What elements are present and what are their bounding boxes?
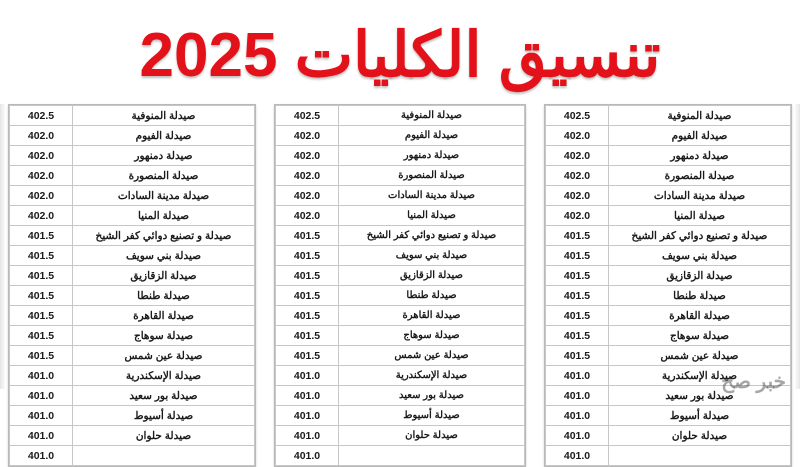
score-cell: 401.5: [10, 226, 73, 246]
page-title: تنسيق الكليات 2025: [139, 21, 661, 90]
score-cell: 401.0: [546, 446, 609, 466]
faculty-name-cell: صيدلة طنطا: [339, 286, 525, 306]
table-row: [546, 266, 791, 286]
table-row: [276, 406, 525, 426]
score-cell: 401.0: [276, 426, 339, 446]
score-cell: 401.0: [546, 426, 609, 446]
table-row: [546, 226, 791, 246]
score-cell: 401.0: [546, 406, 609, 426]
score-cell: 402.0: [276, 186, 339, 206]
score-cell: 401.5: [276, 226, 339, 246]
table-row-clipped: [276, 446, 525, 466]
score-cell: 401.5: [546, 246, 609, 266]
table-row: [10, 106, 255, 126]
table-row: [10, 206, 255, 226]
faculty-name-cell: صيدلة حلوان: [73, 426, 255, 446]
table-row: [546, 166, 791, 186]
faculty-name-cell: صيدلة طنطا: [73, 286, 255, 306]
faculty-name-cell: صيدلة القاهرة: [609, 306, 791, 326]
score-cell: 401.5: [276, 286, 339, 306]
faculty-name-cell: صيدلة دمنهور: [609, 146, 791, 166]
score-cell: 401.5: [546, 346, 609, 366]
table-row: [276, 206, 525, 226]
score-cell: 402.0: [276, 126, 339, 146]
score-cell: 401.5: [546, 266, 609, 286]
score-cell: 401.5: [546, 226, 609, 246]
faculty-name-cell: صيدلة المنوفية: [609, 106, 791, 126]
score-cell: 402.0: [276, 146, 339, 166]
table-row: [546, 106, 791, 126]
table-row: [10, 166, 255, 186]
table-row: [276, 326, 525, 346]
faculty-name-cell: صيدلة عين شمس: [609, 346, 791, 366]
table-row: [10, 286, 255, 306]
faculty-name-cell: صيدلة الفيوم: [339, 126, 525, 146]
score-cell: 401.0: [276, 406, 339, 426]
score-cell: 401.0: [10, 426, 73, 446]
score-cell: 401.5: [10, 266, 73, 286]
faculty-name-cell: [73, 446, 255, 466]
score-cell: 401.0: [10, 366, 73, 386]
score-cell: 402.0: [546, 186, 609, 206]
table-row: [276, 346, 525, 366]
table-row: [10, 366, 255, 386]
table-row: [276, 386, 525, 406]
table-row: [10, 346, 255, 366]
score-cell: 402.5: [546, 106, 609, 126]
table-row: [10, 426, 255, 446]
faculty-name-cell: صيدلة المنوفية: [73, 106, 255, 126]
score-cell: 401.5: [276, 266, 339, 286]
faculty-name-cell: صيدلة الزقازيق: [339, 266, 525, 286]
score-cell: 402.0: [10, 166, 73, 186]
score-cell: 401.5: [276, 306, 339, 326]
score-cell: 401.0: [546, 366, 609, 386]
table-row: [546, 346, 791, 366]
table-row: [276, 266, 525, 286]
faculty-name-cell: صيدلة أسيوط: [339, 406, 525, 426]
score-cell: 402.5: [10, 106, 73, 126]
results-table-area: [0, 104, 800, 462]
faculty-name-cell: صيدلة مدينة السادات: [73, 186, 255, 206]
score-cell: 401.5: [276, 246, 339, 266]
score-cell: 402.0: [276, 206, 339, 226]
faculty-name-cell: صيدلة دمنهور: [73, 146, 255, 166]
watermark: خبر صح: [721, 371, 786, 393]
table-row: [10, 246, 255, 266]
table-row-clipped: [10, 446, 255, 466]
table-row: [546, 286, 791, 306]
table-row: [546, 206, 791, 226]
table-row: [10, 126, 255, 146]
table-row: [276, 106, 525, 126]
score-cell: 402.0: [10, 126, 73, 146]
score-cell: 401.0: [276, 386, 339, 406]
table-row: [276, 306, 525, 326]
faculty-name-cell: صيدلة المنصورة: [609, 166, 791, 186]
table-right: [9, 105, 255, 466]
score-cell: 402.0: [10, 146, 73, 166]
score-cell: 401.0: [546, 386, 609, 406]
score-cell: 402.0: [546, 206, 609, 226]
score-cell: 401.5: [10, 246, 73, 266]
table-row-clipped: [546, 446, 791, 466]
score-cell: 402.0: [276, 166, 339, 186]
faculty-name-cell: صيدلة الإسكندرية: [339, 366, 525, 386]
faculty-name-cell: صيدلة أسيوط: [73, 406, 255, 426]
faculty-name-cell: صيدلة طنطا: [609, 286, 791, 306]
table-left: [545, 105, 791, 466]
column-left: [544, 104, 792, 467]
score-cell: 402.0: [546, 146, 609, 166]
faculty-name-cell: صيدلة المنيا: [609, 206, 791, 226]
score-cell: 401.0: [276, 366, 339, 386]
faculty-name-cell: صيدلة الفيوم: [609, 126, 791, 146]
score-cell: 401.0: [276, 446, 339, 466]
score-cell: 401.5: [10, 346, 73, 366]
faculty-name-cell: صيدلة حلوان: [609, 426, 791, 446]
score-cell: 401.5: [10, 286, 73, 306]
score-cell: 402.5: [276, 106, 339, 126]
faculty-name-cell: صيدلة المنصورة: [339, 166, 525, 186]
table-row: [276, 286, 525, 306]
score-cell: 401.0: [10, 406, 73, 426]
score-cell: 401.0: [10, 446, 73, 466]
table-row: [276, 366, 525, 386]
faculty-name-cell: [609, 446, 791, 466]
table-row: [10, 226, 255, 246]
faculty-name-cell: صيدلة الزقازيق: [73, 266, 255, 286]
faculty-name-cell: صيدلة المنوفية: [339, 106, 525, 126]
faculty-name-cell: صيدلة بور سعيد: [339, 386, 525, 406]
faculty-name-cell: صيدلة مدينة السادات: [609, 186, 791, 206]
faculty-name-cell: صيدلة الزقازيق: [609, 266, 791, 286]
table-row: [546, 186, 791, 206]
table-row: [546, 246, 791, 266]
faculty-name-cell: صيدلة و تصنيع دوائي كفر الشيخ: [73, 226, 255, 246]
faculty-name-cell: صيدلة سوهاج: [73, 326, 255, 346]
table-row: [10, 186, 255, 206]
table-row: [546, 426, 791, 446]
table-row: [10, 146, 255, 166]
score-cell: 402.0: [10, 186, 73, 206]
score-cell: 401.5: [276, 326, 339, 346]
score-cell: 401.5: [546, 326, 609, 346]
faculty-name-cell: صيدلة المنيا: [339, 206, 525, 226]
faculty-name-cell: صيدلة الإسكندرية: [73, 366, 255, 386]
table-row: [276, 166, 525, 186]
score-cell: 402.0: [546, 126, 609, 146]
score-cell: 401.5: [546, 286, 609, 306]
table-row: [546, 146, 791, 166]
faculty-name-cell: صيدلة القاهرة: [73, 306, 255, 326]
score-cell: 401.5: [10, 306, 73, 326]
faculty-name-cell: صيدلة بني سويف: [339, 246, 525, 266]
table-row: [276, 186, 525, 206]
table-row: [276, 126, 525, 146]
table-row: [276, 426, 525, 446]
faculty-name-cell: صيدلة و تصنيع دوائي كفر الشيخ: [339, 226, 525, 246]
table-row: [276, 226, 525, 246]
faculty-name-cell: صيدلة مدينة السادات: [339, 186, 525, 206]
table-row: [276, 146, 525, 166]
faculty-name-cell: صيدلة الفيوم: [73, 126, 255, 146]
table-row: [10, 266, 255, 286]
faculty-name-cell: صيدلة سوهاج: [339, 326, 525, 346]
table-row: [10, 306, 255, 326]
faculty-name-cell: صيدلة بني سويف: [609, 246, 791, 266]
faculty-name-cell: صيدلة و تصنيع دوائي كفر الشيخ: [609, 226, 791, 246]
faculty-name-cell: صيدلة القاهرة: [339, 306, 525, 326]
table-row: [546, 326, 791, 346]
faculty-name-cell: صيدلة أسيوط: [609, 406, 791, 426]
table-row: [276, 246, 525, 266]
faculty-name-cell: صيدلة حلوان: [339, 426, 525, 446]
table-row: [10, 406, 255, 426]
score-cell: 401.0: [10, 386, 73, 406]
score-cell: 401.5: [10, 326, 73, 346]
score-cell: 402.0: [10, 206, 73, 226]
score-cell: 401.5: [276, 346, 339, 366]
score-cell: 401.5: [546, 306, 609, 326]
faculty-name-cell: صيدلة سوهاج: [609, 326, 791, 346]
column-right: [8, 104, 256, 467]
faculty-name-cell: صيدلة بني سويف: [73, 246, 255, 266]
faculty-name-cell: [339, 446, 525, 466]
table-row: [546, 126, 791, 146]
faculty-name-cell: صيدلة الإسكندرية: [609, 366, 791, 386]
table-middle: [275, 105, 525, 466]
faculty-name-cell: صيدلة دمنهور: [339, 146, 525, 166]
faculty-name-cell: صيدلة عين شمس: [73, 346, 255, 366]
table-row: [546, 406, 791, 426]
faculty-name-cell: صيدلة المنيا: [73, 206, 255, 226]
faculty-name-cell: صيدلة بور سعيد: [609, 386, 791, 406]
score-cell: 402.0: [546, 166, 609, 186]
faculty-name-cell: صيدلة بور سعيد: [73, 386, 255, 406]
faculty-name-cell: صيدلة المنصورة: [73, 166, 255, 186]
table-row: [10, 326, 255, 346]
table-row: [546, 306, 791, 326]
table-row: [10, 386, 255, 406]
faculty-name-cell: صيدلة عين شمس: [339, 346, 525, 366]
column-middle: [274, 104, 526, 467]
